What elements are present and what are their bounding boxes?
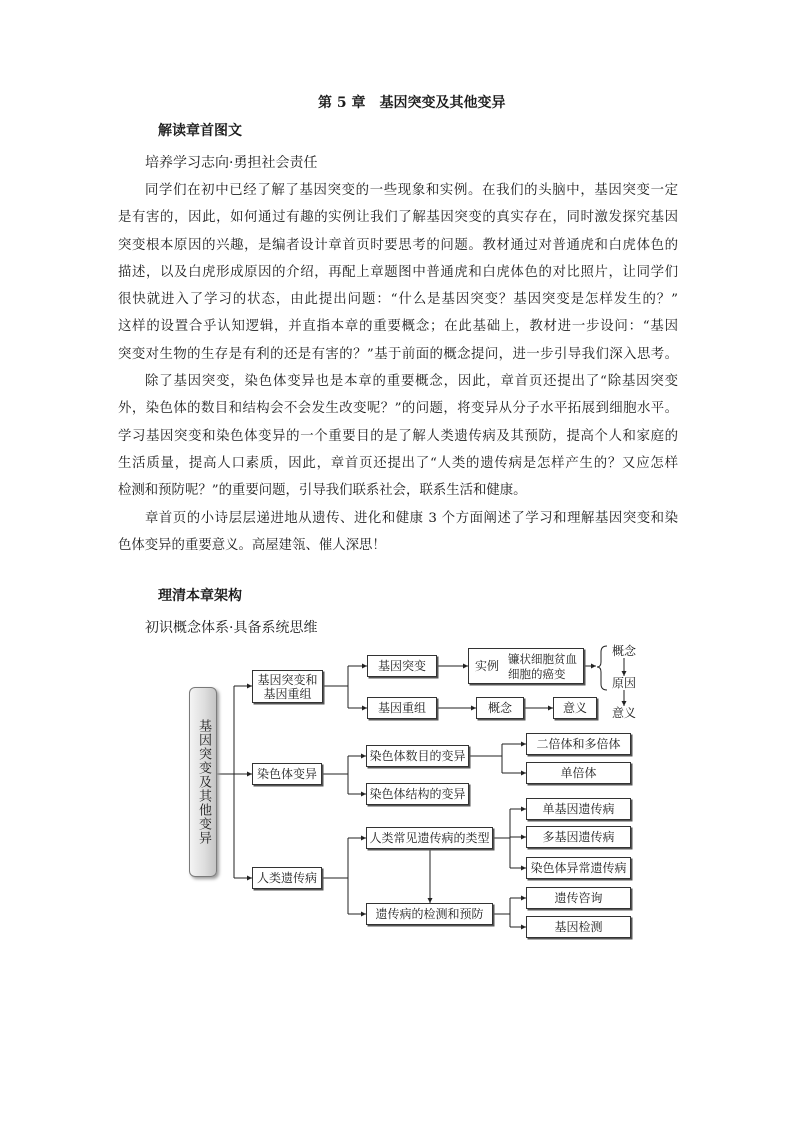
example-item: 镰状细胞贫血 bbox=[508, 652, 577, 666]
node-detection-prevention: 遗传病的检测和预防 bbox=[366, 903, 493, 925]
text-line: 这样的设置合乎认知逻辑，并直指本章的重要概念；在此基础上，教材进一步设问：“基因 bbox=[118, 319, 678, 335]
node-label-line: 基因突变和 bbox=[257, 672, 318, 687]
node-gene-mutation: 基因突变 bbox=[367, 655, 437, 677]
aspect-cause: 原因 bbox=[611, 676, 636, 690]
text-line: 很快就进入了学习的状态，由此提出问题：“什么是基因突变？基因突变是怎样发生的？” bbox=[118, 292, 678, 308]
node-chromosome-structure-variation: 染色体结构的变异 bbox=[366, 783, 469, 805]
node-chromosomal-disease: 染色体异常遗传病 bbox=[526, 857, 631, 879]
text-line: 同学们在初中已经了解了基因突变的一些现象和实例。在我们的头脑中，基因突变一定 bbox=[145, 183, 678, 198]
node-recombination-concept: 概念 bbox=[476, 697, 524, 719]
node-gene-recombination: 基因重组 bbox=[367, 697, 437, 719]
text-line: 除了基因突变，染色体变异也是本章的重要概念，因此，章首页还提出了“除基因突变 bbox=[145, 374, 678, 390]
node-label-line: 基因重组 bbox=[263, 686, 312, 701]
text-line: 学习基因突变和染色体变异的一个重要目的是了解人类遗传病及其预防，提高个人和家庭的 bbox=[118, 428, 678, 444]
node-single-gene-disease: 单基因遗传病 bbox=[526, 798, 631, 820]
diagram-root-box bbox=[189, 687, 217, 877]
diagram-root-label: 基因突变及其他变异 bbox=[196, 719, 211, 845]
intro-body-text bbox=[118, 177, 678, 559]
node-haploid: 单倍体 bbox=[526, 762, 631, 784]
text-line: 章首页的小诗层层递进地从遗传、进化和健康 3 个方面阐述了学习和理解基因突变和染 bbox=[145, 510, 678, 526]
node-chromosome-variation: 染色体变异 bbox=[252, 763, 322, 785]
text-line: 色体变异的重要意义。高屋建瓴、催人深思！ bbox=[118, 537, 386, 553]
example-item: 细胞的癌变 bbox=[508, 667, 566, 681]
text-line: 突变根本原因的兴趣，是编者设计章首页时要思考的问题。教材通过对普通虎和白虎体色的 bbox=[118, 237, 678, 253]
section-heading-structure: 理清本章架构 bbox=[158, 588, 242, 604]
node-gene-mutation-recombination bbox=[252, 670, 323, 703]
paragraph-3 bbox=[118, 505, 678, 560]
section-heading-intro: 解读章首图文 bbox=[158, 123, 242, 139]
node-common-disease-types: 人类常见遗传病的类型 bbox=[366, 827, 493, 849]
section-subheading-structure: 初识概念体系·具备系统思维 bbox=[145, 620, 318, 636]
node-recombination-significance: 意义 bbox=[553, 697, 597, 719]
node-diploid-polyploid: 二倍体和多倍体 bbox=[526, 733, 631, 755]
node-gene-testing: 基因检测 bbox=[526, 916, 631, 938]
node-genetic-counseling: 遗传咨询 bbox=[526, 887, 631, 909]
node-multi-gene-disease: 多基因遗传病 bbox=[526, 826, 631, 848]
text-line: 外，染色体的数目和结构会不会发生改变呢？”的问题，将变异从分子水平拓展到细胞水平。 bbox=[118, 401, 678, 417]
node-examples bbox=[468, 648, 584, 684]
chapter-title: 第 5 章 基因突变及其他变异 bbox=[318, 95, 506, 111]
aspect-significance: 意义 bbox=[611, 706, 636, 720]
paragraph-2 bbox=[118, 368, 678, 504]
text-line: 描述，以及白虎形成原因的介绍，再配上章题图中普通虎和白虎体色的对比照片，让同学们 bbox=[118, 264, 678, 280]
examples-label: 实例 bbox=[475, 659, 500, 673]
paragraph-1 bbox=[118, 177, 678, 368]
text-line: 检测和预防呢？”的重要问题，引导我们联系社会，联系生活和健康。 bbox=[118, 483, 527, 499]
aspect-concept: 概念 bbox=[611, 644, 636, 658]
node-human-genetic-disease: 人类遗传病 bbox=[252, 867, 322, 889]
section-subheading-intro: 培养学习志向·勇担社会责任 bbox=[145, 155, 318, 171]
text-line: 是有害的，因此，如何通过有趣的实例让我们了解基因突变的真实存在，同时激发探究基因 bbox=[118, 210, 678, 226]
text-line: 生活质量，提高人口素质，因此，章首页还提出了“人类的遗传病是怎样产生的？又应怎样 bbox=[118, 455, 678, 471]
brace bbox=[597, 646, 607, 690]
node-chromosome-number-variation: 染色体数目的变异 bbox=[366, 745, 469, 767]
examples-list bbox=[508, 652, 577, 682]
text-line: 突变对生物的生存是有利的还是有害的？”基于前面的概念提问，进一步引导我们深入思考。 bbox=[118, 346, 678, 362]
